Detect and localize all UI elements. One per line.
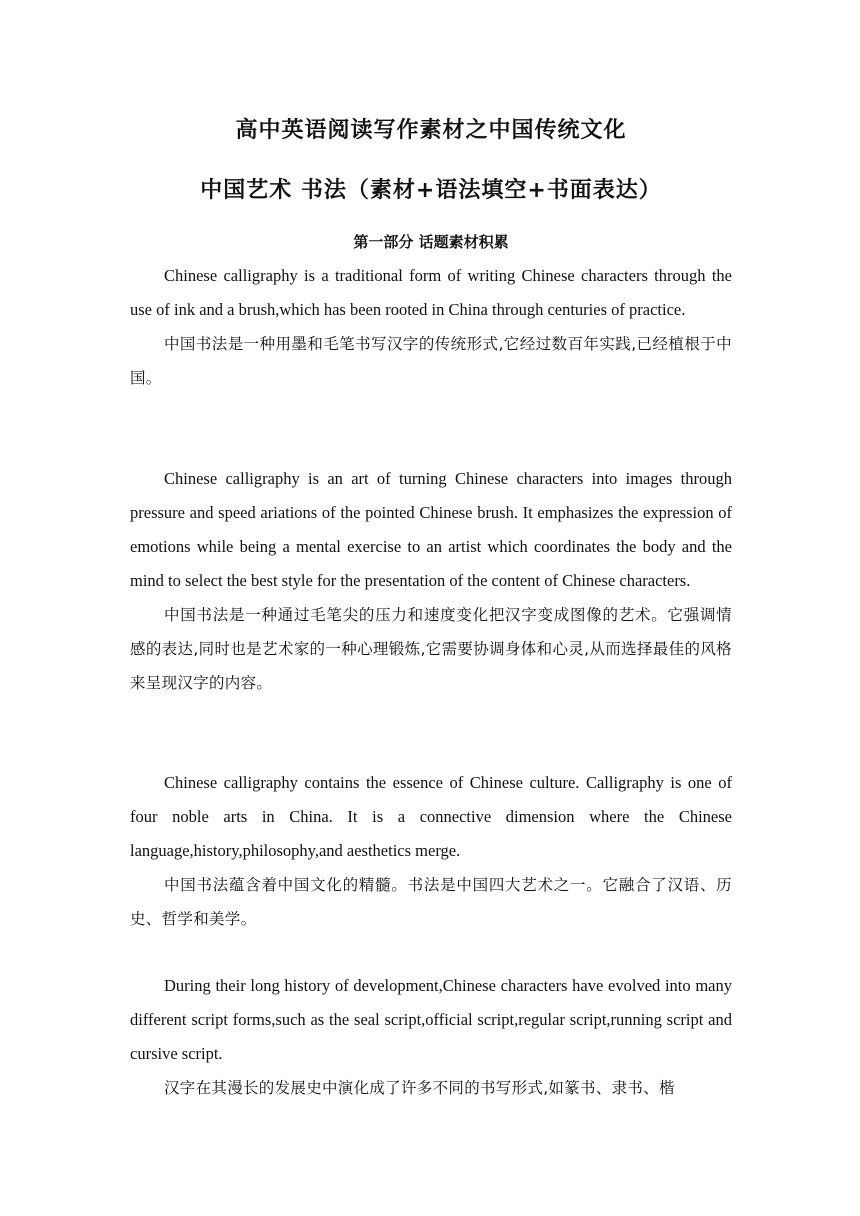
document-subtitle: 中国艺术 书法（素材+语法填空+书面表达） <box>200 178 662 203</box>
document-title: 高中英语阅读写作素材之中国传统文化 <box>235 118 627 143</box>
paragraph-block <box>130 969 732 1105</box>
paragraph-block <box>130 766 732 936</box>
chinese-paragraph: 中国书法蕴含着中国文化的精髓。书法是中国四大艺术之一。它融合了汉语、历史、哲学和美学。 <box>130 876 732 928</box>
english-paragraph: Chinese calligraphy contains the essence of Chinese culture. Calligraphy is one of four noble arts in China. It is a connective dimension where the Chinese language,history,philosophy,and aesthetics merge. <box>130 773 732 860</box>
english-paragraph: Chinese calligraphy is a traditional form of writing Chinese characters through the use of ink and a brush,which has been rooted in China through centuries of practice. <box>130 266 732 319</box>
chinese-paragraph: 汉字在其漫长的发展史中演化成了许多不同的书写形式,如篆书、隶书、楷 <box>164 1079 675 1097</box>
paragraph-block <box>130 259 732 395</box>
english-paragraph: Chinese calligraphy is an art of turning Chinese characters into images through pressure and speed ariations of the pointed Chinese brush. It emphasizes the expression of emotions while being a mental exercise to an artist which coordinates the body and the mind to select the best style for the presentation of the content of Chinese characters. <box>130 469 732 590</box>
chinese-paragraph: 中国书法是一种用墨和毛笔书写汉字的传统形式,它经过数百年实践,已经植根于中国。 <box>130 335 732 387</box>
english-paragraph: During their long history of development,Chinese characters have evolved into many different script forms,such as the seal script,official script,regular script,running script and cursive script. <box>130 976 732 1063</box>
chinese-paragraph: 中国书法是一种通过毛笔尖的压力和速度变化把汉字变成图像的艺术。它强调情感的表达,同时也是艺术家的一种心理锻炼,它需要协调身体和心灵,从而选择最佳的风格来呈现汉字的内容。 <box>130 606 732 692</box>
section-heading: 第一部分 话题素材积累 <box>353 233 509 251</box>
paragraph-block <box>130 462 732 700</box>
